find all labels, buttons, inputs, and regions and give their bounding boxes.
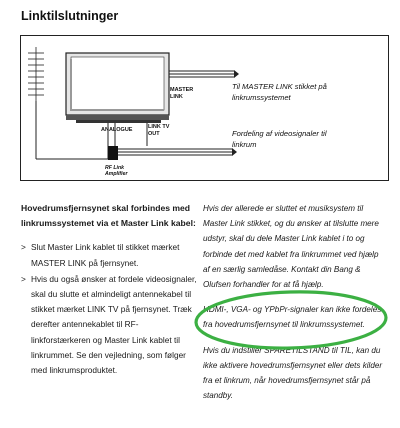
section-heading: Hovedrumsfjernsynet skal forbindes med linkrumssystemet via et Master Link kabel:	[21, 203, 196, 229]
page-title: Linktilslutninger	[21, 9, 119, 23]
link-tv-out-label-2: OUT	[148, 131, 160, 137]
paragraph-highlighted: HDMI-, VGA- og YPbPr-signaler kan ikke fordeles fra hovedrumsfjernsynet til linkrumssystemet.	[203, 305, 382, 330]
master-link-label-2: LINK	[170, 94, 183, 100]
right-column	[203, 201, 383, 413]
callout-distribution-2: linkrum	[232, 140, 257, 149]
paragraph: Hvis du indstiller SPARETILSTAND til TIL, kan du ikke aktivere hovedrumsfjernsynet eller dets kilder fra et linkrum, når hovedrumsfjernsynet står på standby.	[203, 345, 383, 401]
list-item-text: Hvis du også ønsker at fordele videosignaler, skal du slutte et almindeligt antennekabel til stikket mærket LINK TV på fjernsynet. Træk derefter antennekablet til RF-linkforstærkeren og Master Link kablet til linkrummet. Se den vejledning, som følger med linkrumsproduktet.	[31, 273, 197, 376]
callout-master-link-1: Til MASTER LINK stikket på	[232, 82, 327, 91]
rf-link-label-1: RF Link	[105, 165, 125, 171]
left-column	[21, 201, 197, 378]
connection-diagram	[20, 35, 389, 181]
analogue-label: ANALOGUE	[101, 127, 133, 133]
master-link-label-1: MASTER	[170, 87, 194, 93]
television-icon	[66, 53, 169, 123]
list-item	[21, 272, 197, 378]
callout-distribution-1: Fordeling af videosignaler til	[232, 129, 327, 138]
paragraph: Hvis der allerede er sluttet et musiksystem til Master Link stikket, og du ønsker at tilslutte mere udstyr, skal du dele Master Link kablet i to og forbinde det med kablet fra linkrummet ved hjælp af en særlig samledåse. Kontakt din Bang & Olufsen forhandler for at få hjælp.	[203, 204, 379, 290]
bullet-marker: >	[21, 273, 26, 284]
callout-master-link-2: linkrumssystemet	[232, 93, 291, 102]
instruction-list	[21, 240, 197, 378]
bullet-marker: >	[21, 242, 26, 253]
list-item	[21, 240, 197, 270]
link-tv-out-label-1: LINK TV	[148, 124, 170, 130]
rf-link-amplifier-box	[108, 146, 118, 160]
list-item-text: Slut Master Link kablet til stikket mærket MASTER LINK på fjernsynet.	[31, 242, 180, 268]
rf-link-label-2: Amplifier	[105, 171, 128, 177]
